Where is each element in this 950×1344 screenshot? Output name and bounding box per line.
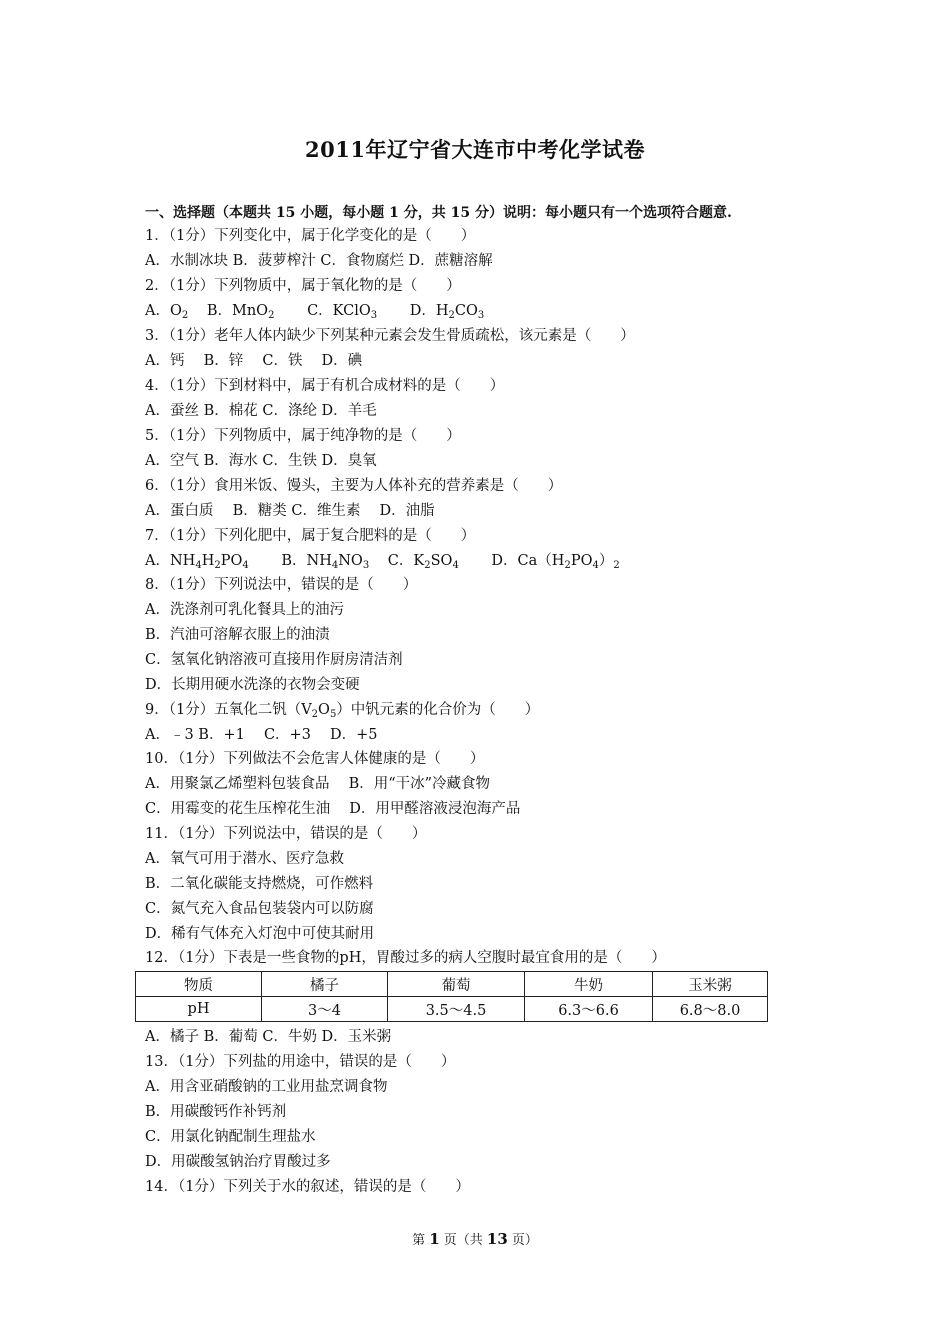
question-5: 5．（1分）下列物质中，属于纯净物的是（ ） [145, 428, 461, 444]
option-b-formula: NO [338, 553, 363, 569]
exam-title: 2011年辽宁省大连市中考化学试卷 [305, 137, 645, 162]
subscript: 2 [424, 560, 431, 571]
table-cell: 6.8～8.0 [653, 997, 768, 1022]
option-11d: D．稀有气体充入灯泡中可使其耐用 [145, 926, 375, 942]
option-d-formula: CO [454, 303, 478, 319]
table-header-cell: 物质 [136, 972, 262, 997]
question-6: 6．（1分）食用米饭、馒头，主要为人体补充的营养素是（ ） [145, 478, 563, 494]
options-1: A．水制冰块 B．菠萝榨汁 C．食物腐烂 D．蔗糖溶解 [145, 253, 493, 269]
footer-text: 页） [507, 1233, 538, 1248]
table-header-cell: 橘子 [262, 972, 388, 997]
table-header-cell: 牛奶 [525, 972, 653, 997]
subscript: 2 [564, 560, 571, 571]
option-11b: B．二氧化碳能支持燃烧，可作燃料 [145, 876, 374, 892]
subscript: 4 [452, 560, 459, 571]
table-cell: pH [136, 997, 262, 1022]
option-11a: A．氧气可用于潜水、医疗急救 [145, 851, 344, 867]
subscript: 2 [448, 310, 455, 321]
question-4: 4．（1分）下到材料中，属于有机合成材料的是（ ） [145, 378, 505, 394]
footer-text: 第 [412, 1233, 430, 1248]
options-5: A．空气 B．海水 C．生铁 D．臭氧 [145, 453, 377, 469]
question-9-text: ）中钒元素的化合价为（ ） [336, 702, 540, 718]
question-14: 14．（1分）下列关于水的叙述，错误的是（ ） [145, 1179, 470, 1195]
section-heading: 一、选择题（本题共 15 小题，每小题 1 分，共 15 分）说明：每小题只有一个选项符合题意. [145, 205, 732, 221]
question-9-text: 9．（1分）五氧化二钒（V [145, 702, 312, 718]
question-1: 1．（1分）下列变化中，属于化学变化的是（ ） [145, 228, 476, 244]
option-d: D．H [409, 303, 449, 319]
subscript: 3 [370, 310, 378, 321]
options-7 [145, 551, 620, 571]
options-3: A．钙 B．锌 C．铁 D．碘 [145, 353, 363, 369]
subscript: 4 [242, 560, 249, 571]
subscript: 2 [613, 560, 620, 571]
ph-table [135, 971, 768, 1022]
question-13: 13．（1分）下列盐的用途中，错误的是（ ） [145, 1054, 456, 1070]
subscript: 3 [362, 560, 370, 571]
subscript: 2 [311, 709, 319, 720]
option-a-formula: PO [220, 553, 243, 569]
option-b: B．NH [281, 553, 332, 569]
table-cell: 3～4 [262, 997, 388, 1022]
option-d-formula: PO [570, 553, 593, 569]
footer-text: 页（共 [439, 1233, 487, 1248]
option-13c: C．用氯化钠配制生理盐水 [145, 1129, 316, 1145]
options-9: A．﹣3 B．+1 C．+3 D．+5 [145, 727, 378, 743]
option-10ab: A．用聚氯乙烯塑料包装食品 B．用“干冰”冷藏食物 [145, 776, 491, 792]
option-13a: A．用含亚硝酸钠的工业用盐烹调食物 [145, 1079, 388, 1095]
question-2: 2．（1分）下列物质中，属于氧化物的是（ ） [145, 278, 461, 294]
question-12: 12．（1分）下表是一些食物的pH，胃酸过多的病人空腹时最宜食用的是（ ） [145, 950, 666, 966]
option-d: D．Ca（H [491, 553, 565, 569]
subscript: 4 [195, 560, 202, 571]
option-b: B．MnO [206, 303, 269, 319]
table-row [136, 997, 768, 1022]
option-8a: A．洗涤剂可乳化餐具上的油污 [145, 602, 344, 618]
page-total: 13 [486, 1230, 508, 1248]
option-8c: C．氢氧化钠溶液可直接用作厨房清洁剂 [145, 652, 403, 668]
option-11c: C．氮气充入食品包装袋内可以防腐 [145, 901, 374, 917]
question-9-formula: O [318, 702, 330, 718]
option-8b: B．汽油可溶解衣服上的油渍 [145, 627, 330, 643]
subscript: 4 [331, 560, 339, 571]
subscript: 3 [477, 310, 485, 321]
options-12: A．橘子 B．葡萄 C．牛奶 D．玉米粥 [145, 1029, 392, 1045]
question-9 [145, 700, 539, 720]
option-13b: B．用碳酸钙作补钙剂 [145, 1104, 287, 1120]
table-header-cell: 玉米粥 [653, 972, 768, 997]
subscript: 4 [592, 560, 599, 571]
option-a: A．O [145, 303, 182, 319]
option-c: C．KClO [307, 303, 371, 319]
options-4: A．蚕丝 B．棉花 C．涤纶 D．羊毛 [145, 403, 377, 419]
page-number: 1 [429, 1230, 440, 1248]
table-cell: 6.3～6.6 [525, 997, 653, 1022]
question-8: 8．（1分）下列说法中，错误的是（ ） [145, 577, 418, 593]
option-c: C．K [387, 553, 425, 569]
option-a-formula: H [201, 553, 215, 569]
table-header-cell: 葡萄 [388, 972, 525, 997]
subscript: 2 [214, 560, 221, 571]
options-2 [145, 301, 484, 321]
subscript: 5 [329, 709, 337, 720]
question-3: 3．（1分）老年人体内缺少下列某种元素会发生骨质疏松，该元素是（ ） [145, 328, 635, 344]
option-10cd: C．用霉变的花生压榨花生油 D．用甲醛溶液浸泡海产品 [145, 801, 521, 817]
option-13d: D．用碳酸氢钠治疗胃酸过多 [145, 1154, 331, 1170]
page-footer [0, 1229, 950, 1248]
subscript: 2 [268, 310, 275, 321]
option-c-formula: SO [430, 553, 453, 569]
option-d-formula: ） [598, 553, 614, 569]
subscript: 2 [181, 310, 189, 321]
table-cell: 3.5～4.5 [388, 997, 525, 1022]
option-a: A．NH [145, 553, 196, 569]
option-8d: D．长期用硬水洗涤的衣物会变硬 [145, 677, 360, 693]
table-row [136, 972, 768, 997]
question-10: 10．（1分）下列做法不会危害人体健康的是（ ） [145, 751, 485, 767]
question-11: 11．（1分）下列说法中，错误的是（ ） [145, 826, 427, 842]
question-7: 7．（1分）下列化肥中，属于复合肥料的是（ ） [145, 528, 476, 544]
options-6: A．蛋白质 B．糖类 C．维生素 D．油脂 [145, 503, 435, 519]
